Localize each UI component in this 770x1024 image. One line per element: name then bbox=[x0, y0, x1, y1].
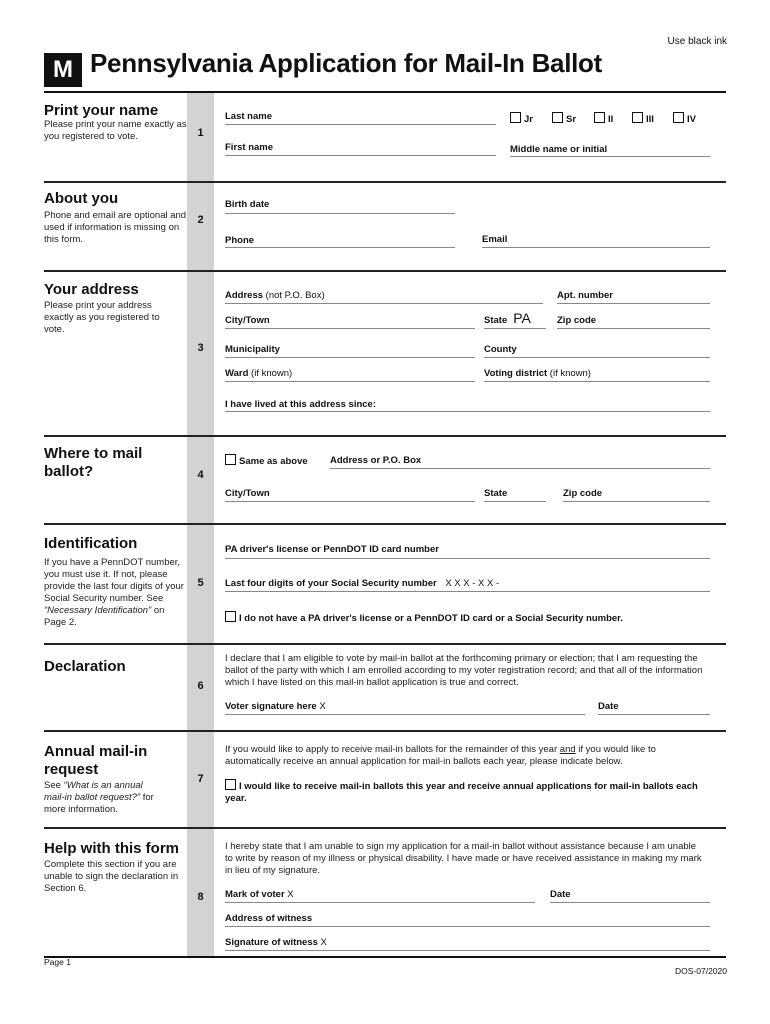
form-title: Pennsylvania Application for Mail-In Ballot bbox=[90, 48, 602, 78]
section-4-title: Where to mail ballot? bbox=[44, 445, 143, 480]
section-3-title: Your address bbox=[44, 281, 139, 298]
section-4-number: 4 bbox=[197, 469, 204, 481]
page-number: Page 1 bbox=[44, 957, 71, 967]
section-divider bbox=[44, 523, 726, 525]
iv-checkbox[interactable] bbox=[673, 112, 684, 123]
first-name-label: First name bbox=[225, 142, 274, 153]
witness-address-label: Address of witness bbox=[225, 913, 313, 924]
same-as-above-label: Same as above bbox=[239, 456, 308, 467]
top-divider bbox=[44, 91, 726, 93]
section-8-title: Help with this form bbox=[44, 840, 179, 857]
sr-label: Sr bbox=[566, 114, 577, 125]
ssn-field[interactable] bbox=[225, 591, 710, 592]
city-field[interactable] bbox=[225, 328, 475, 329]
ssn-label: Last four digits of your Social Security number X X X - X X - bbox=[225, 578, 500, 589]
mail-state-label: State bbox=[484, 488, 508, 499]
state-label: State PA bbox=[484, 310, 531, 326]
annual-request-text: If you would like to apply to receive mail-in ballots for the remainder of this year and if you would like to automatically receive an annual application for mail-in ballots each year, please indicate below. bbox=[225, 744, 656, 767]
mail-address-field[interactable] bbox=[330, 468, 710, 469]
section-1-description: Please print your name exactly as you registered to vote. bbox=[44, 119, 187, 142]
birth-date-field[interactable] bbox=[225, 213, 455, 214]
section-2-description: Phone and email are optional and used if information is missing on this form. bbox=[44, 210, 187, 245]
state-field[interactable] bbox=[484, 328, 546, 329]
witness-signature-field[interactable] bbox=[225, 950, 710, 951]
section-divider bbox=[44, 827, 726, 829]
section-6-title: Declaration bbox=[44, 658, 126, 675]
voter-signature-label: Voter signature here X bbox=[225, 701, 326, 712]
iii-label: III bbox=[646, 114, 654, 125]
municipality-field[interactable] bbox=[225, 357, 475, 358]
section-2-title: About you bbox=[44, 190, 119, 207]
jr-label: Jr bbox=[524, 114, 533, 125]
section-7-title: Annual mail-in request bbox=[44, 743, 148, 778]
ward-field[interactable] bbox=[225, 381, 475, 382]
no-id-option[interactable] bbox=[225, 611, 623, 624]
mark-date-field[interactable] bbox=[550, 902, 710, 903]
lived-since-label: I have lived at this address since: bbox=[225, 399, 377, 410]
address-field[interactable] bbox=[225, 303, 543, 304]
email-field[interactable] bbox=[482, 247, 710, 248]
section-8-description: Complete this section if you are unable to sign the declaration in Section 6. bbox=[44, 859, 179, 894]
ii-label: II bbox=[608, 114, 614, 125]
ward-label: Ward (if known) bbox=[225, 368, 293, 379]
suffix-iv-option[interactable] bbox=[673, 112, 696, 125]
section-divider bbox=[44, 643, 726, 645]
suffix-jr-option[interactable] bbox=[510, 112, 533, 125]
lived-since-field[interactable] bbox=[225, 411, 710, 412]
county-field[interactable] bbox=[484, 357, 710, 358]
declaration-text: I declare that I am eligible to vote by mail-in ballot at the forthcoming primary or election; that I am requesting the ballot of the party with which I am enrolled according to my voter registration record; and that all of the information which I have listed on this mail-in ballot application is true and correct. bbox=[225, 653, 703, 688]
assistance-statement: I hereby state that I am unable to sign my application for a mail-in ballot without assistance because I am unable to write by reason of my illness or physical disability. I have made or have received assistance in making my mark in lieu of my signature. bbox=[225, 841, 702, 876]
mark-of-voter-field[interactable] bbox=[225, 902, 535, 903]
mail-state-field[interactable] bbox=[484, 501, 546, 502]
county-label: County bbox=[484, 344, 517, 355]
same-as-above-option[interactable] bbox=[225, 454, 308, 467]
form-code: DOS-07/2020 bbox=[675, 966, 727, 976]
section-divider bbox=[44, 730, 726, 732]
section-6-number: 6 bbox=[197, 680, 204, 692]
section-8-number: 8 bbox=[197, 891, 204, 903]
mark-of-voter-label: Mark of voter X bbox=[225, 889, 294, 900]
phone-field[interactable] bbox=[225, 247, 455, 248]
section-3-number: 3 bbox=[197, 342, 204, 354]
section-divider bbox=[44, 435, 726, 437]
iv-label: IV bbox=[687, 114, 696, 125]
voting-district-field[interactable] bbox=[484, 381, 710, 382]
apt-number-field[interactable] bbox=[557, 303, 710, 304]
section-divider bbox=[44, 181, 726, 183]
ii-checkbox[interactable] bbox=[594, 112, 605, 123]
section-5-description: If you have a PennDOT number, you must use it. If not, please provide the last four digits of your Social Security number. See “Necessary Identification” on Page 2. bbox=[44, 557, 184, 628]
municipality-label: Municipality bbox=[225, 344, 280, 355]
suffix-ii-option[interactable] bbox=[594, 112, 613, 125]
first-name-field[interactable] bbox=[225, 155, 496, 156]
address-label: Address (not P.O. Box) bbox=[225, 290, 325, 301]
no-id-checkbox[interactable] bbox=[225, 611, 236, 622]
mail-address-label: Address or P.O. Box bbox=[330, 455, 422, 466]
signature-date-label: Date bbox=[598, 701, 619, 712]
section-2-number: 2 bbox=[197, 214, 204, 226]
email-label: Email bbox=[482, 234, 508, 245]
ssn-mask: X X X - X X - bbox=[445, 578, 500, 589]
signature-date-field[interactable] bbox=[598, 714, 710, 715]
zip-code-field[interactable] bbox=[557, 328, 710, 329]
form-badge: M bbox=[44, 53, 82, 87]
middle-name-label: Middle name or initial bbox=[510, 144, 608, 155]
mail-zip-label: Zip code bbox=[563, 488, 603, 499]
drivers-license-field[interactable] bbox=[225, 558, 710, 559]
voting-district-label: Voting district (if known) bbox=[484, 368, 591, 379]
mark-date-label: Date bbox=[550, 889, 571, 900]
mail-zip-field[interactable] bbox=[563, 501, 710, 502]
voter-signature-field[interactable] bbox=[225, 714, 585, 715]
mail-city-label: City/Town bbox=[225, 488, 270, 499]
section-divider bbox=[44, 270, 726, 272]
last-name-label: Last name bbox=[225, 111, 272, 122]
middle-name-field[interactable] bbox=[510, 156, 710, 157]
witness-signature-label: Signature of witness X bbox=[225, 937, 327, 948]
section-7-description: See “What is an annual mail-in ballot request?” for more information. bbox=[44, 780, 154, 815]
zip-code-label: Zip code bbox=[557, 315, 597, 326]
section-7-number: 7 bbox=[197, 773, 204, 785]
section-5-title: Identification bbox=[44, 535, 138, 552]
bottom-divider bbox=[44, 956, 726, 958]
state-value: PA bbox=[513, 310, 531, 326]
section-1-title: Print your name bbox=[44, 102, 159, 119]
phone-label: Phone bbox=[225, 235, 255, 246]
section-1-number: 1 bbox=[197, 127, 204, 139]
annual-request-label: I would like to receive mail-in ballots this year and receive annual applications for mail-in ballots each year. bbox=[225, 781, 698, 804]
annual-request-checkbox[interactable] bbox=[225, 779, 236, 790]
annual-request-option[interactable] bbox=[225, 779, 710, 805]
city-label: City/Town bbox=[225, 315, 270, 326]
mail-city-field[interactable] bbox=[225, 501, 475, 502]
section-5-number: 5 bbox=[197, 577, 204, 589]
section-3-description: Please print your address exactly as you registered to vote. bbox=[44, 300, 160, 335]
birth-date-label: Birth date bbox=[225, 199, 270, 210]
apt-number-label: Apt. number bbox=[557, 290, 613, 301]
witness-address-field[interactable] bbox=[225, 926, 710, 927]
ink-note: Use black ink bbox=[667, 36, 727, 47]
jr-checkbox[interactable] bbox=[510, 112, 521, 123]
suffix-iii-option[interactable] bbox=[632, 112, 654, 125]
no-id-label: I do not have a PA driver's license or a PennDOT ID card or a Social Security number. bbox=[239, 613, 623, 624]
suffix-sr-option[interactable] bbox=[552, 112, 576, 125]
last-name-field[interactable] bbox=[225, 124, 496, 125]
iii-checkbox[interactable] bbox=[632, 112, 643, 123]
drivers-license-label: PA driver's license or PennDOT ID card number bbox=[225, 544, 439, 555]
same-as-above-checkbox[interactable] bbox=[225, 454, 236, 465]
sr-checkbox[interactable] bbox=[552, 112, 563, 123]
